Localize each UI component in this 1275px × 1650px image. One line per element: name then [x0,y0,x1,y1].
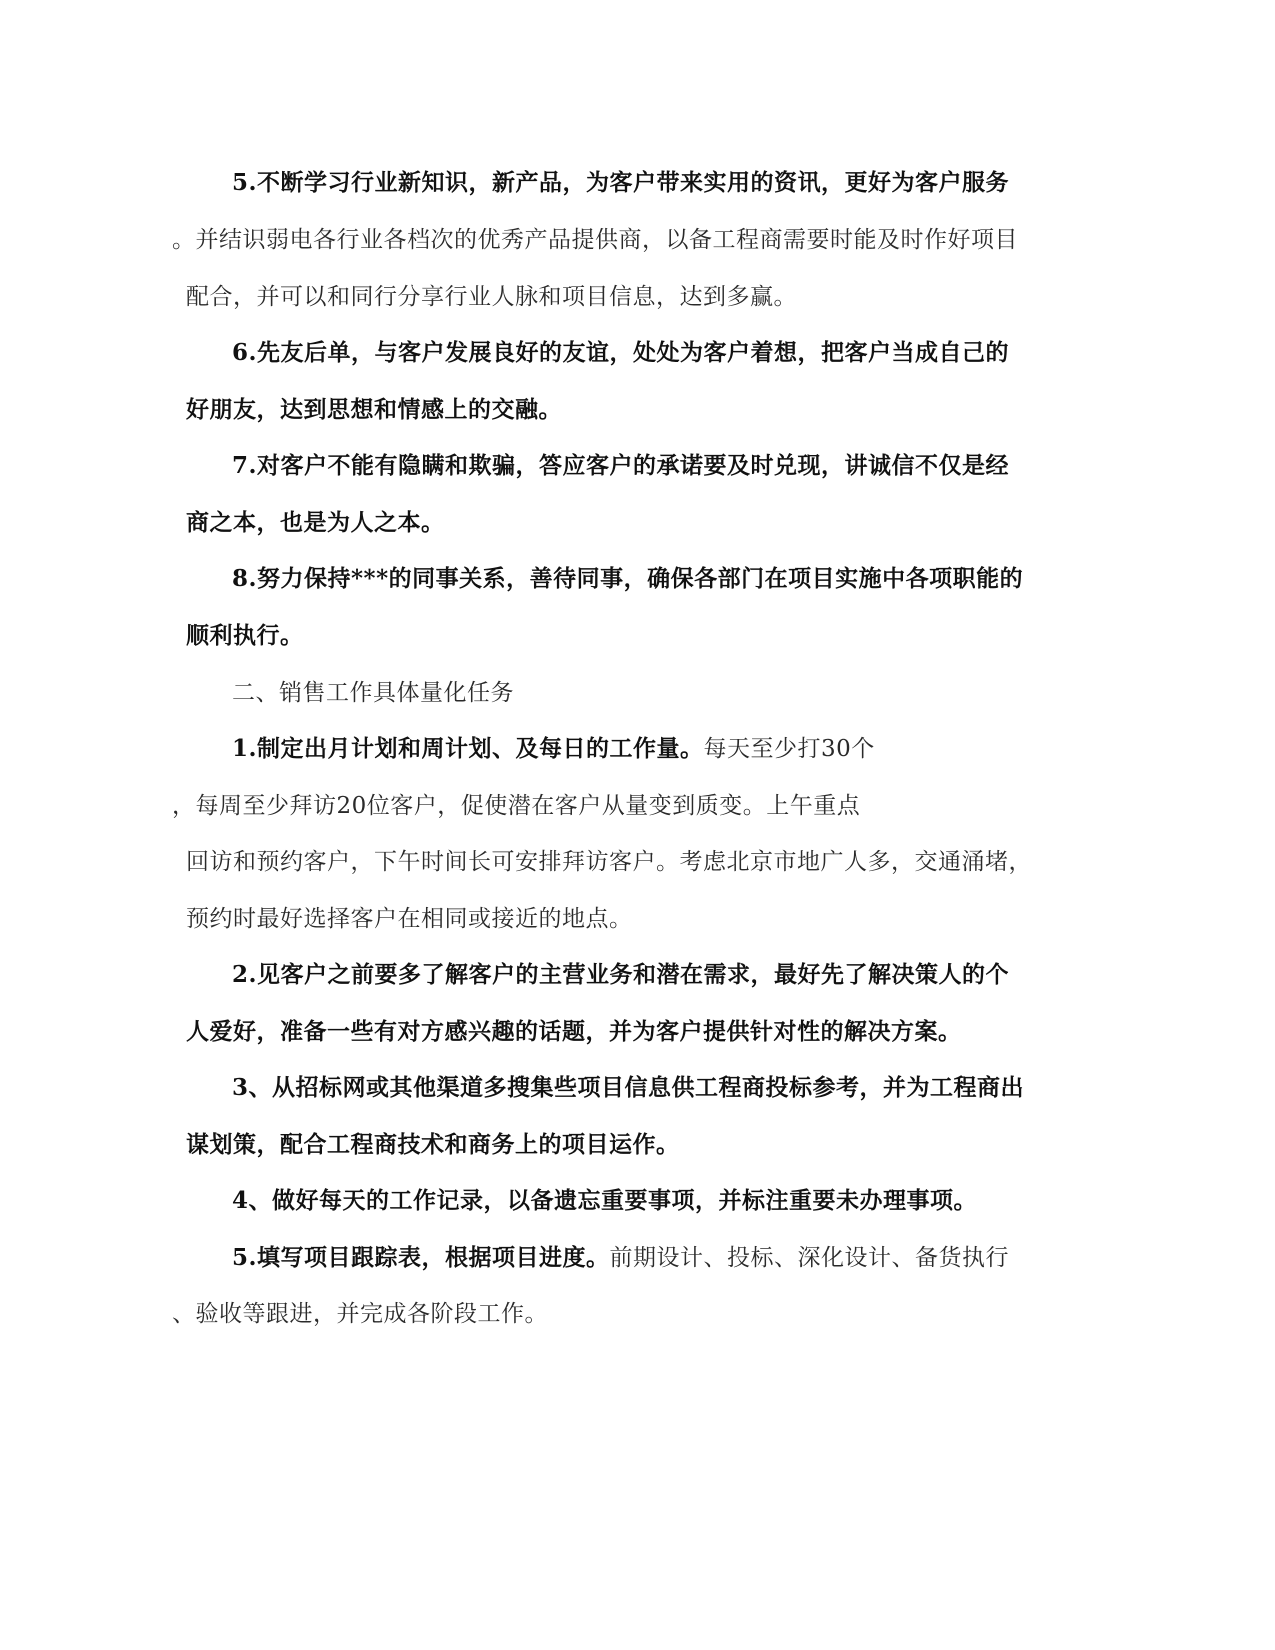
bold-text: 6.先友后单，与客户发展良好的友谊，处处为客户着想，把客户当成自己的 [232,339,1010,366]
bold-text: 8.努力保持***的同事关系，善待同事，确保各部门在项目实施中各项职能的 [232,565,1024,592]
bold-text: 7.对客户不能有隐瞒和欺骗，答应客户的承诺要及时兑现，讲诚信不仅是经 [232,452,1010,479]
normal-text: 回访和预约客户，下午时间长可安排拜访客户。考虑北京市地广人多，交通涌堵， [186,849,1032,875]
text-line [232,1181,977,1221]
bold-text: 好朋友，达到思想和情感上的交融。 [186,396,562,423]
text-line [186,390,562,430]
normal-text: ，每周至少拜访20位客户，促使潜在客户从量变到质变。上午重点 [172,793,861,819]
text-line [186,899,633,939]
bold-text: 2.见客户之前要多了解客户的主营业务和潜在需求，最好先了解决策人的个 [232,961,1010,988]
section-heading [232,673,514,713]
bold-text: 1.制定出月计划和周计划、及每日的工作量。 [232,735,704,762]
normal-text: 前期设计、投标、深化设计、备货执行 [609,1245,1010,1271]
text-line [232,955,1009,995]
bold-text: 3、从招标网或其他渠道多搜集些项目信息供工程商投标参考，并为工程商出 [232,1074,1025,1101]
text-line [186,277,797,317]
text-line [186,503,445,543]
normal-text: 配合，并可以和同行分享行业人脉和项目信息，达到多赢。 [186,284,797,310]
bold-text: 5.不断学习行业新知识，新产品，为客户带来实用的资讯，更好为客户服务 [232,169,1010,196]
bold-text: 谋划策，配合工程商技术和商务上的项目运作。 [186,1131,680,1158]
text-line [186,1125,680,1165]
text-line [172,220,1018,260]
normal-text: 、验收等跟进，并完成各阶段工作。 [172,1301,548,1327]
bold-text: 5.填写项目跟踪表，根据项目进度。 [232,1244,610,1271]
normal-text: 二、销售工作具体量化任务 [232,680,514,706]
text-line [172,1294,548,1334]
text-line [232,1238,1009,1278]
text-line [186,616,304,656]
normal-text: 。并结识弱电各行业各档次的优秀产品提供商，以备工程商需要时能及时作好项目 [172,227,1018,253]
text-line [232,1068,1024,1108]
bold-text: 商之本，也是为人之本。 [186,509,445,536]
text-line [186,1012,962,1052]
bold-text: 顺利执行。 [186,622,304,649]
bold-text: 4、做好每天的工作记录，以备遗忘重要事项，并标注重要未办理事项。 [232,1187,978,1214]
text-line [232,333,1009,373]
text-line [232,729,875,769]
normal-text: 每天至少打30个 [703,736,875,762]
text-line [232,559,1023,599]
text-line [232,163,1009,203]
text-line [232,446,1009,486]
bold-text: 人爱好，准备一些有对方感兴趣的话题，并为客户提供针对性的解决方案。 [186,1018,962,1045]
text-line [172,786,860,826]
text-line [186,842,1032,882]
normal-text: 预约时最好选择客户在相同或接近的地点。 [186,906,633,932]
